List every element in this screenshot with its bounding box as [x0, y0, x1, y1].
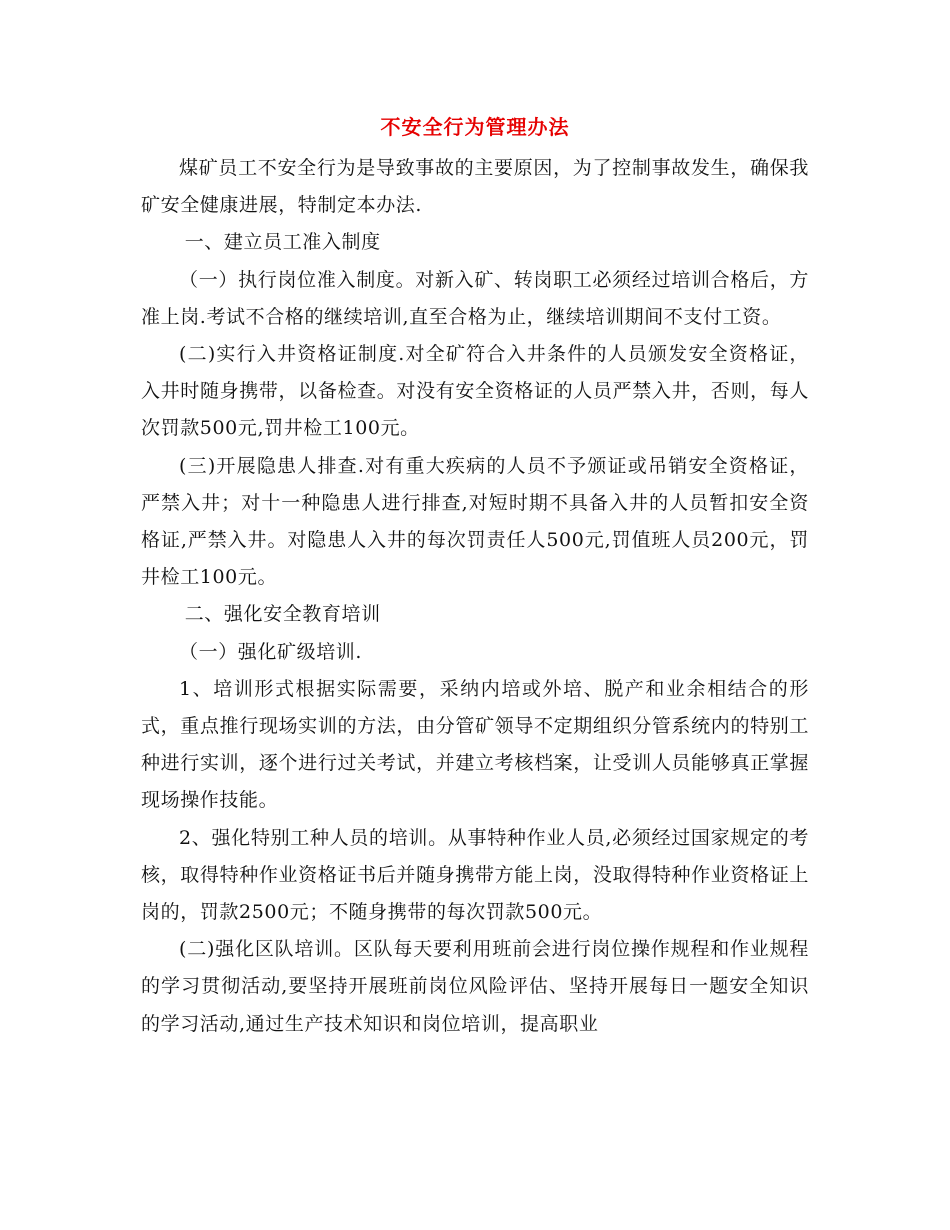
paragraph-2-1-1: 1、培训形式根据实际需要，采纳内培或外培、脱产和业余相结合的形式，重点推行现场实训的方法，由分管矿领导不定期组织分管系统内的特别工种进行实训，逐个进行过关考试，并建立考核档案，让受训人员能够真正掌握现场操作技能。: [141, 677, 809, 812]
paragraph-2-1-heading: （一）强化矿级培训.: [179, 640, 363, 663]
paragraph-intro: 煤矿员工不安全行为是导致事故的主要原因，为了控制事故发生，确保我矿安全健康进展，特制定本办法.: [141, 157, 809, 217]
paragraph-1-1: （一）执行岗位准入制度。对新入矿、转岗职工必须经过培训合格后，方准上岗.考试不合格的继续培训,直至合格为止，继续培训期间不支付工资。: [141, 268, 809, 328]
paragraph-2-1-2: 2、强化特别工种人员的培训。从事特种作业人员,必须经过国家规定的考核，取得特种作业资格证书后并随身携带方能上岗，没取得特种作业资格证上岗的，罚款2500元；不随身携带的每次罚款500元。: [141, 826, 809, 924]
document-body: [141, 150, 809, 1043]
paragraph-2-2: (二)强化区队培训。区队每天要利用班前会进行岗位操作规程和作业规程的学习贯彻活动,要坚持开展班前岗位风险评估、坚持开展每日一题安全知识的学习活动,通过生产技术知识和岗位培训，提高职业: [141, 938, 809, 1035]
paragraph-1-3: (三)开展隐患人排查.对有重大疾病的人员不予颁证或吊销安全资格证，严禁入井；对十一种隐患人进行排查,对短时期不具备入井的人员暂扣安全资格证,严禁入井。对隐患人入井的每次罚责任人500元,罚值班人员200元，罚井检工100元。: [141, 454, 809, 589]
section-heading-2: 二、强化安全教育培训: [184, 603, 381, 626]
section-heading-1: 一、建立员工准入制度: [184, 231, 381, 254]
document-title: 不安全行为管理办法: [380, 115, 570, 139]
paragraph-1-2: (二)实行入井资格证制度.对全矿符合入井条件的人员颁发安全资格证，入井时随身携带，以备检查。对没有安全资格证的人员严禁入井，否则，每人次罚款500元,罚井检工100元。: [141, 343, 809, 440]
